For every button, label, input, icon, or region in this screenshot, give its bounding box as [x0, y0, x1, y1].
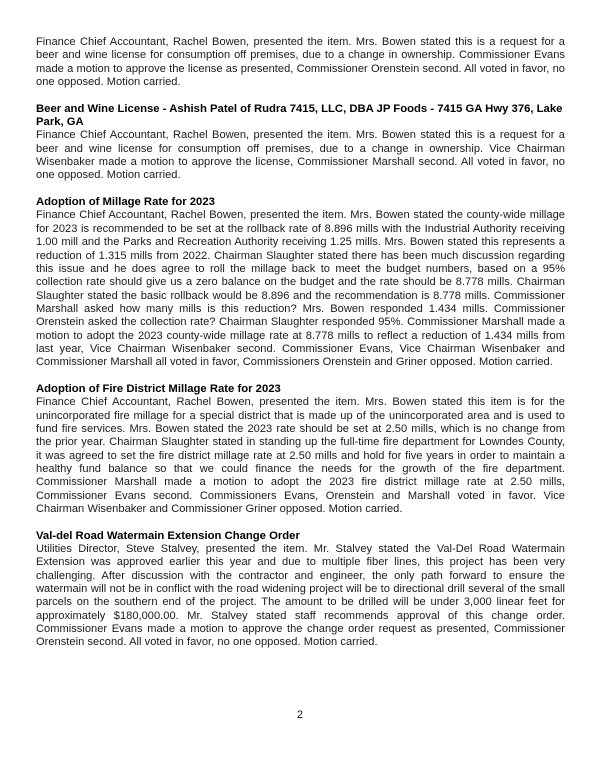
section-adoption-fire-district-millage-rate-2023: [36, 383, 565, 516]
section-spacer: [36, 516, 565, 529]
section-adoption-millage-rate-2023: [36, 196, 565, 369]
section-spacer: [36, 89, 565, 102]
section-heading: Val-del Road Watermain Extension Change Order: [36, 529, 300, 542]
section-heading: Adoption of Millage Rate for 2023: [36, 196, 215, 209]
section-beer-wine-license-continued: [36, 36, 565, 89]
section-heading: Beer and Wine License - Ashish Patel of Rudra 7415, LLC, DBA JP Foods - 7415 GA Hwy 376, Lake Park, GA: [36, 102, 563, 129]
section-spacer: [36, 183, 565, 196]
section-spacer: [36, 370, 565, 383]
section-body: Utilities Director, Steve Stalvey, presented the item. Mr. Stalvey stated the Val-Del Road Watermain Extension was approved earlier this year and due to multiple fiber lines, this project has been very challenging. After discussion with the contractor and engineer, the only path forward to ensure the watermain will not be in conflict with the road widening project will be to directional drill several of the small parcels on the southern end of the project. The amount to be drilled will be under 3,000 linear feet for approximately $180,000.00. Mr. Stalvey stated staff recommends approval of this change order. Commissioner Evans made a motion to approve the change order request as presented, Commissioner Orenstein second. All voted in favor, no one opposed. Motion carried.: [36, 543, 565, 649]
page-number: 2: [296, 709, 304, 721]
section-val-del-road-watermain-extension-change-order: [36, 530, 565, 650]
section-body: Finance Chief Accountant, Rachel Bowen, presented the item. Mrs. Bowen stated this is a request for a beer and wine license for consumption off premises, due to a change in ownership. Vice Chairman Wisenbaker made a motion to approve the license, Commissioner Marshall second. All voted in favor, no one opposed. Motion carried.: [36, 129, 565, 182]
section-beer-wine-license-jp-foods: [36, 103, 565, 183]
section-body: Finance Chief Accountant, Rachel Bowen, presented the item. Mrs. Bowen stated the county-wide millage for 2023 is recommended to be set at the rollback rate of 8.896 mills with the Industrial Authority receiving 1.00 mill and the Parks and Recreation Authority receiving 1.25 mills. Mrs. Bowen stated this represents a reduction of 1.315 mills from 2022. Chairman Slaughter stated there has been much discussion regarding this issue and he does agree to roll the millage back to meet the budget numbers, based on a 95% collection rate should give us a zero balance on the budget and the rate should be 8.778 mills. Chairman Slaughter stated the basic rollback would be 8.896 and the recommendation is 8.778 mills. Commissioner Marshall asked how many mills is this reduction? Mrs. Bowen responded 1.434 mills. Commissioner Orenstein asked the collection rate? Chairman Slaughter responded 95%. Commissioner Marshall made a motion to adopt the 2023 county-wide millage rate at 8.778 mills to reflect a reduction of 1.434 mills from last year, Vice Chairman Wisenbaker second. Commissioner Evans, Vice Chairman Wisenbaker and Commissioner Marshall all voted in favor, Commissioners Orenstein and Griner opposed. Motion carried.: [36, 209, 565, 369]
section-body: Finance Chief Accountant, Rachel Bowen, presented the item. Mrs. Bowen stated this item is for the unincorporated fire millage for a special district that is made up of the unincorporated area and is used to fund fire services. Mrs. Bowen stated the 2023 rate should be set at 2.50 mills, which is no change from the prior year. Chairman Slaughter stated in standing up the full-time fire department for Lowndes County, it was agreed to set the fire district millage rate at 2.50 mills and hold for five years in order to maintain a healthy fund balance so that we could finance the needs for the growth of the fire department. Commissioner Marshall made a motion to adopt the 2023 fire district millage rate at 2.50 mills, Commissioner Evans second. Commissioners Evans, Orenstein and Marshall voted in favor. Vice Chairman Wisenbaker and Commissioner Griner opposed. Motion carried.: [36, 396, 565, 516]
document-body: [36, 36, 565, 650]
section-body: Finance Chief Accountant, Rachel Bowen, presented the item. Mrs. Bowen stated this is a request for a beer and wine license for consumption off premises, due to a change in ownership. Commissioner Evans made a motion to approve the license as presented, Commissioner Orenstein second. All voted in favor, no one opposed. Motion carried.: [36, 36, 565, 89]
section-heading: Adoption of Fire District Millage Rate for 2023: [36, 382, 281, 395]
